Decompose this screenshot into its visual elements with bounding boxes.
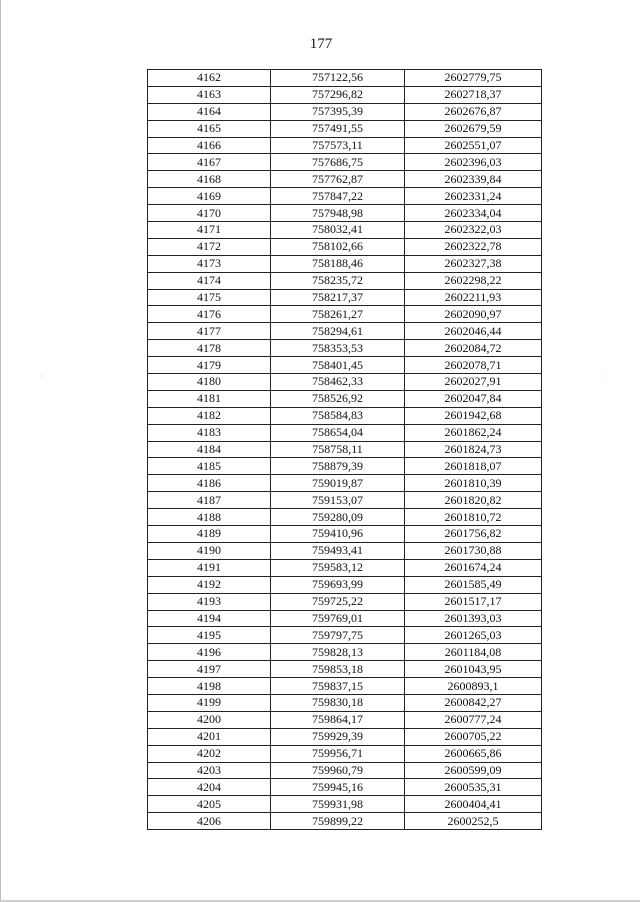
table-row [148, 813, 542, 830]
y-coordinate-cell: 2601810,39 [405, 475, 542, 492]
point-number-cell: 4187 [148, 492, 271, 509]
x-coordinate-cell: 758879,39 [271, 458, 405, 475]
point-number-cell: 4180 [148, 374, 271, 391]
point-number-cell: 4164 [148, 103, 271, 120]
y-coordinate-cell: 2600777,24 [405, 711, 542, 728]
y-coordinate-cell: 2602396,03 [405, 154, 542, 171]
table-row [148, 441, 542, 458]
y-coordinate-cell: 2601824,73 [405, 441, 542, 458]
x-coordinate-cell: 759583,12 [271, 559, 405, 576]
x-coordinate-cell: 759410,96 [271, 526, 405, 543]
x-coordinate-cell: 757122,56 [271, 70, 405, 87]
table-row [148, 610, 542, 627]
y-coordinate-cell: 2601818,07 [405, 458, 542, 475]
x-coordinate-cell: 759853,18 [271, 661, 405, 678]
y-coordinate-cell: 2602322,03 [405, 222, 542, 239]
x-coordinate-cell: 758261,27 [271, 306, 405, 323]
x-coordinate-cell: 758353,53 [271, 340, 405, 357]
point-number-cell: 4196 [148, 644, 271, 661]
y-coordinate-cell: 2601585,49 [405, 576, 542, 593]
point-number-cell: 4169 [148, 188, 271, 205]
table-row [148, 694, 542, 711]
point-number-cell: 4186 [148, 475, 271, 492]
table-row [148, 593, 542, 610]
point-number-cell: 4162 [148, 70, 271, 87]
page-number: 177 [309, 36, 333, 52]
x-coordinate-cell: 758758,11 [271, 441, 405, 458]
y-coordinate-cell: 2601862,24 [405, 424, 542, 441]
table-row [148, 644, 542, 661]
point-number-cell: 4177 [148, 323, 271, 340]
x-coordinate-cell: 759693,99 [271, 576, 405, 593]
table-row [148, 526, 542, 543]
point-number-cell: 4185 [148, 458, 271, 475]
table-row [148, 627, 542, 644]
point-number-cell: 4179 [148, 357, 271, 374]
y-coordinate-cell: 2601674,24 [405, 559, 542, 576]
point-number-cell: 4189 [148, 526, 271, 543]
x-coordinate-cell: 758526,92 [271, 390, 405, 407]
table-row [148, 357, 542, 374]
scan-speck: · [39, 372, 42, 381]
table-row [148, 289, 542, 306]
y-coordinate-cell: 2600893,1 [405, 678, 542, 695]
y-coordinate-cell: 2600705,22 [405, 728, 542, 745]
y-coordinate-cell: 2601942,68 [405, 407, 542, 424]
table-row [148, 492, 542, 509]
y-coordinate-cell: 2602322,78 [405, 238, 542, 255]
scan-speck: · [605, 372, 608, 381]
table-row [148, 86, 542, 103]
y-coordinate-cell: 2601265,03 [405, 627, 542, 644]
point-number-cell: 4198 [148, 678, 271, 695]
table-row [148, 458, 542, 475]
table-row [148, 542, 542, 559]
point-number-cell: 4176 [148, 306, 271, 323]
y-coordinate-cell: 2602331,24 [405, 188, 542, 205]
x-coordinate-cell: 759945,16 [271, 779, 405, 796]
point-number-cell: 4175 [148, 289, 271, 306]
x-coordinate-cell: 759153,07 [271, 492, 405, 509]
x-coordinate-cell: 758294,61 [271, 323, 405, 340]
point-number-cell: 4206 [148, 813, 271, 830]
y-coordinate-cell: 2602334,04 [405, 205, 542, 222]
table-row [148, 475, 542, 492]
table-row [148, 779, 542, 796]
y-coordinate-cell: 2602298,22 [405, 272, 542, 289]
x-coordinate-cell: 758032,41 [271, 222, 405, 239]
x-coordinate-cell: 758401,45 [271, 357, 405, 374]
x-coordinate-cell: 757573,11 [271, 137, 405, 154]
point-number-cell: 4190 [148, 542, 271, 559]
x-coordinate-cell: 759899,22 [271, 813, 405, 830]
x-coordinate-cell: 758584,83 [271, 407, 405, 424]
table-row [148, 424, 542, 441]
x-coordinate-cell: 757762,87 [271, 171, 405, 188]
point-number-cell: 4191 [148, 559, 271, 576]
point-number-cell: 4181 [148, 390, 271, 407]
table-row [148, 559, 542, 576]
x-coordinate-cell: 759830,18 [271, 694, 405, 711]
x-coordinate-cell: 759960,79 [271, 762, 405, 779]
table-row [148, 407, 542, 424]
table-row [148, 154, 542, 171]
y-coordinate-cell: 2602078,71 [405, 357, 542, 374]
table-row [148, 374, 542, 391]
table-row [148, 120, 542, 137]
point-number-cell: 4172 [148, 238, 271, 255]
point-number-cell: 4204 [148, 779, 271, 796]
point-number-cell: 4165 [148, 120, 271, 137]
table-row [148, 762, 542, 779]
y-coordinate-cell: 2600404,41 [405, 796, 542, 813]
x-coordinate-cell: 757948,98 [271, 205, 405, 222]
x-coordinate-cell: 758102,66 [271, 238, 405, 255]
point-number-cell: 4202 [148, 745, 271, 762]
table-row [148, 323, 542, 340]
point-number-cell: 4193 [148, 593, 271, 610]
x-coordinate-cell: 758217,37 [271, 289, 405, 306]
table-row [148, 390, 542, 407]
y-coordinate-cell: 2602090,97 [405, 306, 542, 323]
x-coordinate-cell: 758235,72 [271, 272, 405, 289]
y-coordinate-cell: 2601820,82 [405, 492, 542, 509]
y-coordinate-cell: 2600252,5 [405, 813, 542, 830]
table-row [148, 103, 542, 120]
point-number-cell: 4205 [148, 796, 271, 813]
point-number-cell: 4171 [148, 222, 271, 239]
x-coordinate-cell: 759019,87 [271, 475, 405, 492]
point-number-cell: 4195 [148, 627, 271, 644]
y-coordinate-cell: 2602718,37 [405, 86, 542, 103]
point-number-cell: 4183 [148, 424, 271, 441]
point-number-cell: 4173 [148, 255, 271, 272]
y-coordinate-cell: 2600535,31 [405, 779, 542, 796]
point-number-cell: 4178 [148, 340, 271, 357]
x-coordinate-cell: 757686,75 [271, 154, 405, 171]
y-coordinate-cell: 2602211,93 [405, 289, 542, 306]
point-number-cell: 4199 [148, 694, 271, 711]
x-coordinate-cell: 759864,17 [271, 711, 405, 728]
y-coordinate-cell: 2600842,27 [405, 694, 542, 711]
point-number-cell: 4200 [148, 711, 271, 728]
x-coordinate-cell: 759769,01 [271, 610, 405, 627]
y-coordinate-cell: 2600665,86 [405, 745, 542, 762]
point-number-cell: 4203 [148, 762, 271, 779]
point-number-cell: 4201 [148, 728, 271, 745]
table-row [148, 796, 542, 813]
table-row [148, 509, 542, 526]
y-coordinate-cell: 2601756,82 [405, 526, 542, 543]
y-coordinate-cell: 2602551,07 [405, 137, 542, 154]
table-row [148, 678, 542, 695]
table-row [148, 222, 542, 239]
table-row [148, 171, 542, 188]
y-coordinate-cell: 2601810,72 [405, 509, 542, 526]
x-coordinate-cell: 758188,46 [271, 255, 405, 272]
table-row [148, 70, 542, 87]
y-coordinate-cell: 2602084,72 [405, 340, 542, 357]
point-number-cell: 4163 [148, 86, 271, 103]
x-coordinate-cell: 758654,04 [271, 424, 405, 441]
coordinates-table [147, 69, 542, 830]
x-coordinate-cell: 759725,22 [271, 593, 405, 610]
y-coordinate-cell: 2602046,44 [405, 323, 542, 340]
table-row [148, 340, 542, 357]
point-number-cell: 4192 [148, 576, 271, 593]
y-coordinate-cell: 2602779,75 [405, 70, 542, 87]
x-coordinate-cell: 759956,71 [271, 745, 405, 762]
x-coordinate-cell: 759797,75 [271, 627, 405, 644]
y-coordinate-cell: 2602027,91 [405, 374, 542, 391]
table-row [148, 205, 542, 222]
table-row [148, 745, 542, 762]
table-row [148, 576, 542, 593]
x-coordinate-cell: 757491,55 [271, 120, 405, 137]
y-coordinate-cell: 2600599,09 [405, 762, 542, 779]
point-number-cell: 4170 [148, 205, 271, 222]
x-coordinate-cell: 759828,13 [271, 644, 405, 661]
table-row [148, 711, 542, 728]
point-number-cell: 4184 [148, 441, 271, 458]
y-coordinate-cell: 2602679,59 [405, 120, 542, 137]
y-coordinate-cell: 2601517,17 [405, 593, 542, 610]
y-coordinate-cell: 2602339,84 [405, 171, 542, 188]
x-coordinate-cell: 759837,15 [271, 678, 405, 695]
x-coordinate-cell: 758462,33 [271, 374, 405, 391]
y-coordinate-cell: 2601043,95 [405, 661, 542, 678]
x-coordinate-cell: 759493,41 [271, 542, 405, 559]
y-coordinate-cell: 2602327,38 [405, 255, 542, 272]
table-row [148, 272, 542, 289]
y-coordinate-cell: 2602676,87 [405, 103, 542, 120]
y-coordinate-cell: 2601184,08 [405, 644, 542, 661]
x-coordinate-cell: 759929,39 [271, 728, 405, 745]
point-number-cell: 4167 [148, 154, 271, 171]
y-coordinate-cell: 2602047,84 [405, 390, 542, 407]
x-coordinate-cell: 757395,39 [271, 103, 405, 120]
table-row [148, 137, 542, 154]
table-row [148, 728, 542, 745]
point-number-cell: 4168 [148, 171, 271, 188]
x-coordinate-cell: 759931,98 [271, 796, 405, 813]
point-number-cell: 4197 [148, 661, 271, 678]
point-number-cell: 4182 [148, 407, 271, 424]
x-coordinate-cell: 757296,82 [271, 86, 405, 103]
coordinates-table-body [148, 70, 542, 830]
point-number-cell: 4194 [148, 610, 271, 627]
table-row [148, 255, 542, 272]
point-number-cell: 4188 [148, 509, 271, 526]
x-coordinate-cell: 757847,22 [271, 188, 405, 205]
table-row [148, 661, 542, 678]
table-row [148, 238, 542, 255]
point-number-cell: 4166 [148, 137, 271, 154]
table-row [148, 188, 542, 205]
table-row [148, 306, 542, 323]
y-coordinate-cell: 2601730,88 [405, 542, 542, 559]
y-coordinate-cell: 2601393,03 [405, 610, 542, 627]
point-number-cell: 4174 [148, 272, 271, 289]
x-coordinate-cell: 759280,09 [271, 509, 405, 526]
